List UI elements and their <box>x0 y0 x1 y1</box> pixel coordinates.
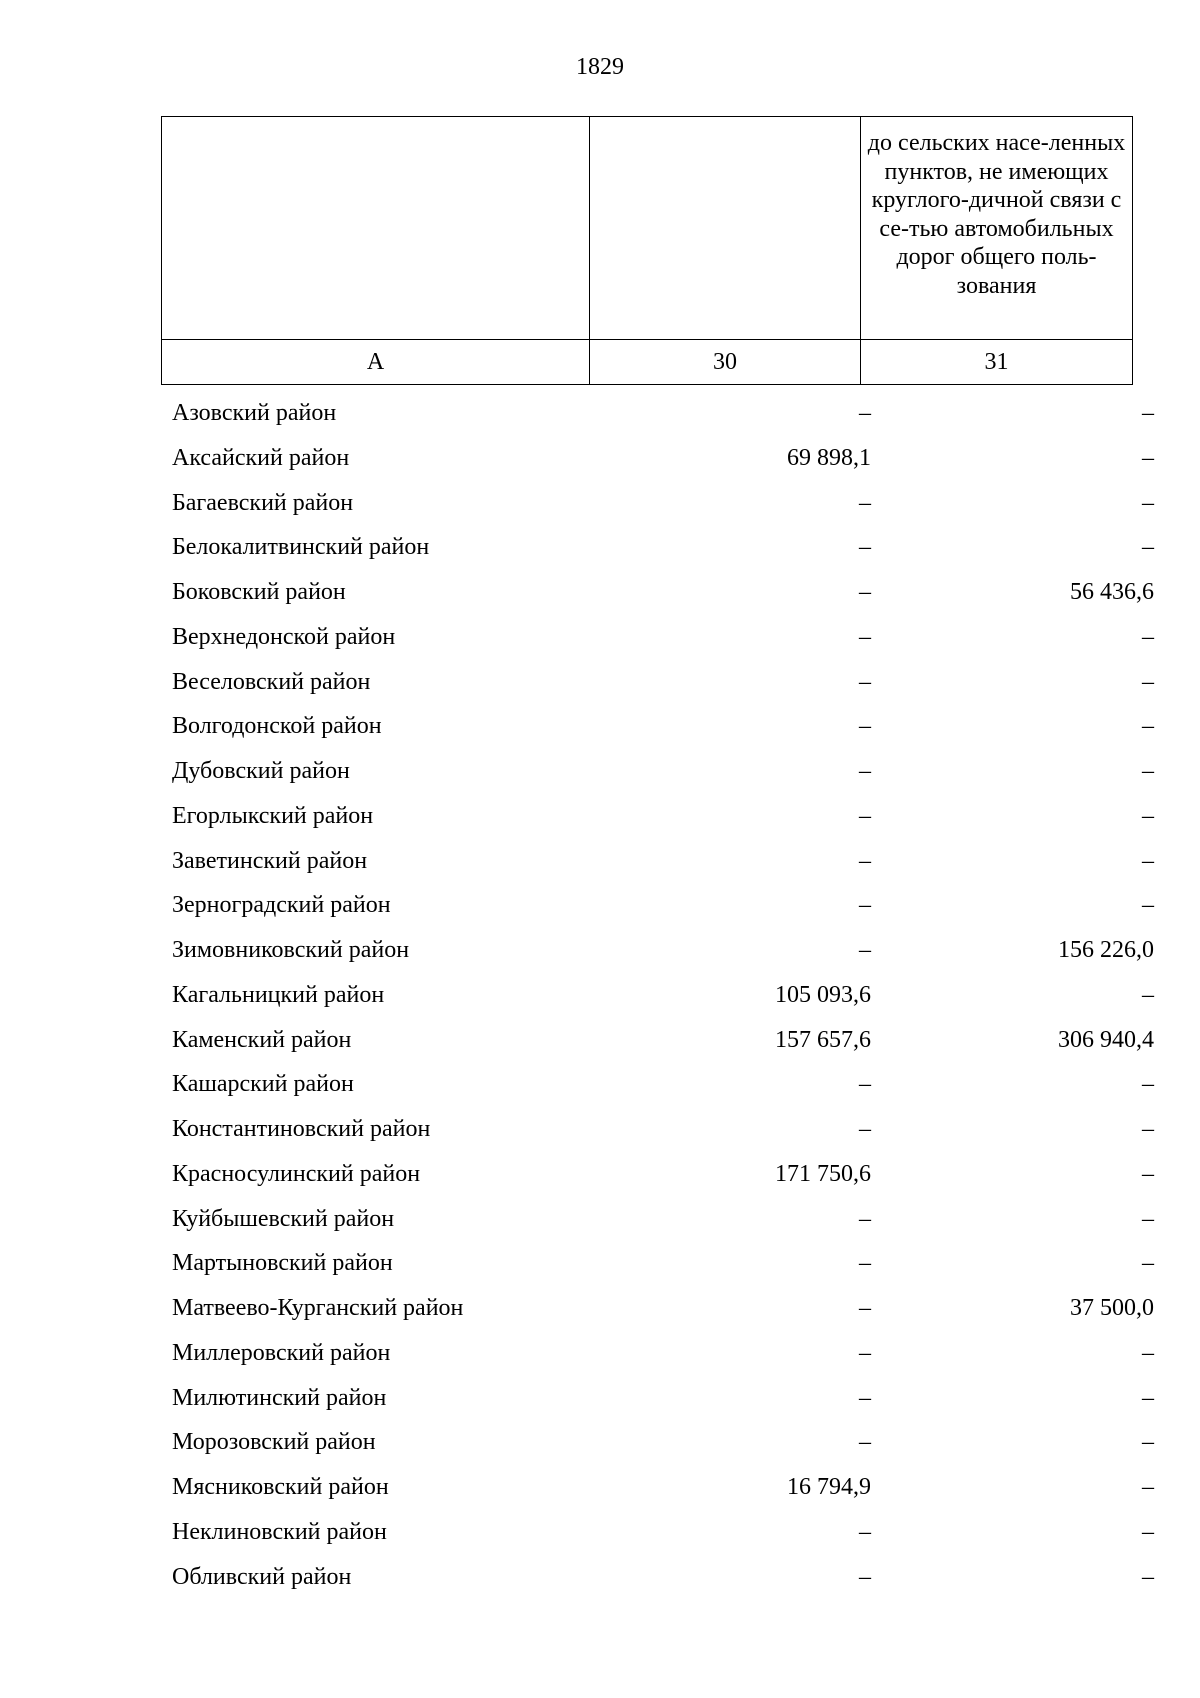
value-col-31: – <box>1142 1384 1154 1411</box>
value-col-31: – <box>1142 1116 1154 1142</box>
rows-container <box>161 391 1165 1599</box>
district-name: Мясниковский район <box>172 1474 389 1500</box>
value-col-30: – <box>859 937 871 963</box>
district-name: Белокалитвинский район <box>172 534 430 561</box>
value-col-31: – <box>1142 668 1154 695</box>
table-row <box>161 525 1165 570</box>
value-col-31: – <box>1142 444 1154 471</box>
header-cell-31-description <box>861 117 1133 340</box>
table-row <box>161 1286 1165 1331</box>
value-col-30: – <box>859 400 871 426</box>
table-row <box>161 1018 1165 1063</box>
value-col-31: – <box>1142 1474 1154 1500</box>
value-col-30: – <box>859 1429 871 1456</box>
table-row <box>161 883 1165 928</box>
table-row <box>161 1107 1165 1152</box>
table-row <box>161 391 1165 436</box>
table-row <box>161 1465 1165 1510</box>
table-row <box>161 1152 1165 1197</box>
value-col-30: – <box>859 802 871 829</box>
value-col-30: – <box>859 1518 871 1545</box>
header-30-description-text <box>590 117 860 129</box>
district-name: Боковский район <box>172 579 346 605</box>
value-col-30: – <box>859 892 871 919</box>
value-col-31: – <box>1142 1205 1154 1232</box>
value-col-30: – <box>859 1116 871 1142</box>
value-col-30: – <box>859 623 871 650</box>
district-name: Красносулинский район <box>172 1160 421 1187</box>
district-name: Матвеево-Курганский район <box>172 1295 464 1321</box>
district-name: Мартыновский район <box>172 1250 393 1277</box>
value-col-31: 156 226,0 <box>1058 937 1154 963</box>
value-col-30: – <box>859 758 871 784</box>
value-col-30: – <box>859 1071 871 1098</box>
value-col-30: – <box>859 847 871 874</box>
value-col-30: 69 898,1 <box>787 444 871 471</box>
table-row <box>161 1376 1165 1421</box>
table-row <box>161 749 1165 794</box>
value-col-31: – <box>1142 1071 1154 1098</box>
value-col-30: – <box>859 713 871 740</box>
district-name: Миллеровский район <box>172 1339 391 1366</box>
table-body <box>161 391 1165 1599</box>
table-row <box>161 436 1165 481</box>
value-col-30: – <box>859 1384 871 1411</box>
district-name: Волгодонской район <box>172 713 382 740</box>
table-row <box>161 1555 1165 1600</box>
district-name: Веселовский район <box>172 668 371 695</box>
value-col-31: 56 436,6 <box>1070 579 1154 605</box>
value-col-30: – <box>859 579 871 605</box>
value-col-30: 16 794,9 <box>787 1474 871 1500</box>
value-col-30: 157 657,6 <box>775 1026 871 1053</box>
table-row <box>161 1062 1165 1107</box>
district-name: Милютинский район <box>172 1384 387 1411</box>
table-row <box>161 660 1165 705</box>
value-col-31: 306 940,4 <box>1058 1026 1154 1053</box>
district-name: Зерноградский район <box>172 892 391 919</box>
table-row <box>161 839 1165 884</box>
district-name: Обливский район <box>172 1563 352 1590</box>
district-name: Заветинский район <box>172 847 368 874</box>
value-col-31: – <box>1142 1339 1154 1366</box>
table-row <box>161 1420 1165 1465</box>
value-col-31: – <box>1142 981 1154 1008</box>
value-col-30: – <box>859 1339 871 1366</box>
table-row <box>161 615 1165 660</box>
value-col-30: – <box>859 489 871 516</box>
district-name: Куйбышевский район <box>172 1205 395 1232</box>
header-cell-30-description <box>590 117 861 340</box>
table-row <box>161 481 1165 526</box>
value-col-31: – <box>1142 489 1154 516</box>
value-col-30: – <box>859 534 871 561</box>
value-col-30: – <box>859 1205 871 1232</box>
value-col-31: – <box>1142 802 1154 829</box>
header-description-row <box>162 117 1133 340</box>
district-name: Каменский район <box>172 1026 352 1053</box>
table-row <box>161 570 1165 615</box>
page-number: 1829 <box>576 54 624 80</box>
district-name: Морозовский район <box>172 1429 376 1456</box>
district-name: Егорлыкский район <box>172 802 374 829</box>
value-col-30: – <box>859 1250 871 1277</box>
value-col-31: – <box>1142 892 1154 919</box>
district-name: Неклиновский район <box>172 1518 387 1545</box>
table-header <box>161 116 1133 385</box>
value-col-31: – <box>1142 1518 1154 1545</box>
value-col-31: – <box>1142 1429 1154 1456</box>
value-col-31: – <box>1142 758 1154 784</box>
table-row <box>161 1510 1165 1555</box>
value-col-31: – <box>1142 1563 1154 1590</box>
header-column-31: 31 <box>861 340 1133 385</box>
district-name: Аксайский район <box>172 444 350 471</box>
table-row <box>161 704 1165 749</box>
value-col-30: – <box>859 668 871 695</box>
table-row <box>161 1197 1165 1242</box>
district-name: Азовский район <box>172 400 337 426</box>
value-col-31: 37 500,0 <box>1070 1295 1154 1321</box>
value-col-30: 105 093,6 <box>775 981 871 1008</box>
value-col-31: – <box>1142 534 1154 561</box>
value-col-31: – <box>1142 713 1154 740</box>
district-name: Кашарский район <box>172 1071 354 1098</box>
value-col-30: – <box>859 1563 871 1590</box>
district-name: Дубовский район <box>172 758 350 784</box>
value-col-30: – <box>859 1295 871 1321</box>
header-column-a: А <box>162 340 590 385</box>
value-col-30: 171 750,6 <box>775 1160 871 1187</box>
district-name: Зимовниковский район <box>172 937 410 963</box>
table-row <box>161 928 1165 973</box>
value-col-31: – <box>1142 400 1154 426</box>
header-column-30: 30 <box>590 340 861 385</box>
district-name: Верхнедонской район <box>172 623 396 650</box>
value-col-31: – <box>1142 847 1154 874</box>
table-row <box>161 973 1165 1018</box>
header-31-description-text: до сельских насе-ленных пунктов, не имеющих круглого-дичной связи с се-тью автомобильных дорог общего поль-зования <box>867 130 1126 299</box>
district-name: Багаевский район <box>172 489 354 516</box>
value-col-31: – <box>1142 623 1154 650</box>
district-name: Константиновский район <box>172 1116 431 1142</box>
header-column-number-row <box>162 340 1133 385</box>
district-name: Кагальницкий район <box>172 981 385 1008</box>
value-col-31: – <box>1142 1250 1154 1277</box>
table-row <box>161 1331 1165 1376</box>
header-a-description-text <box>162 117 589 129</box>
header-cell-a-description <box>162 117 590 340</box>
value-col-31: – <box>1142 1160 1154 1187</box>
table-row <box>161 1241 1165 1286</box>
table-row <box>161 794 1165 839</box>
